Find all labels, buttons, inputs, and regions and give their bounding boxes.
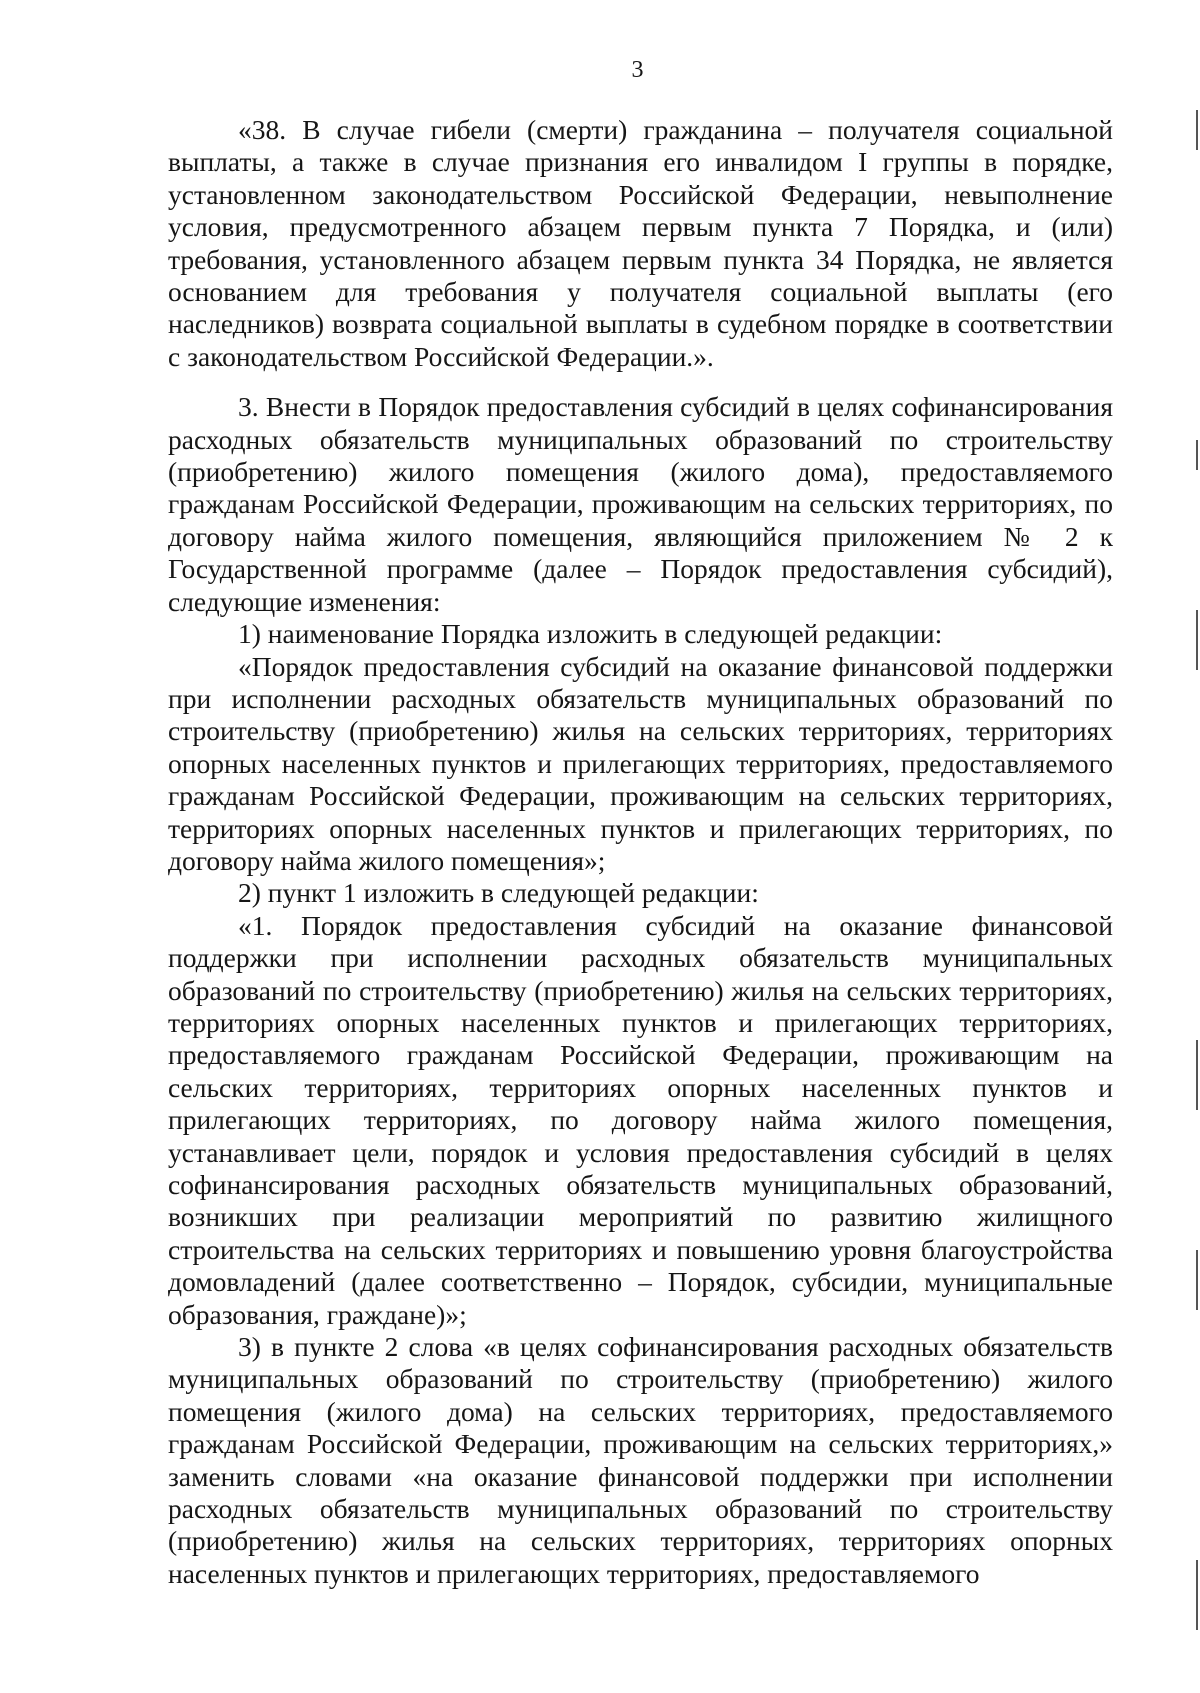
page-number: 3 [631,57,644,83]
scan-edge-mark [1196,610,1198,670]
paragraph-item-38: «38. В случае гибели (смерти) гражданина – получателя социальной выплаты, а также в случае признания его инвалидом I группы в порядке, установленном законодательством Российской Федерации, невыполнение условия, предусмотренного абзацем первым пункта 7 Порядка, и (или) требования, установленного абзацем первым пункта 34 Порядка, не является основанием для требования у получателя социальной выплаты (его наследников) возврата социальной выплаты в судебном порядке в соответствии с законодательством Российской Федерации.». [168,114,1113,372]
scan-edge-mark [1196,1250,1198,1310]
scan-edge-mark [1196,1040,1198,1110]
paragraph-section-3: 3. Внести в Порядок предоставления субсидий в целях софинансирования расходных обязательств муниципальных образований по строительству (приобретению) жилого помещения (жилого дома), предоставляемого гражданам Российской Федерации, проживающим на сельских территориях, по договору найма жилого помещения, являющийся приложением № 2 к Государственной программе (далее – Порядок предоставления субсидий), следующие изменения: [168,391,1113,617]
paragraph-subitem-2: 2) пункт 1 изложить в следующей редакции: [238,877,759,909]
document-body [168,114,1113,1590]
scan-edge-mark [1196,1560,1198,1630]
paragraph-order-title: «Порядок предоставления субсидий на оказание финансовой поддержки при исполнении расходных обязательств муниципальных образований по строительству (приобретению) жилья на сельских территориях, территориях опорных населенных пунктов и прилегающих территориях, предоставляемого гражданам Российской Федерации, проживающим на сельских территориях, территориях опорных населенных пунктов и прилегающих территориях, по договору найма жилого помещения»; [168,650,1113,876]
paragraph-subitem-3: 3) в пункте 2 слова «в целях софинансирования расходных обязательств муниципальных образований по строительству (приобретению) жилого помещения (жилого дома) на сельских территориях, предоставляемого гражданам Российской Федерации, проживающим на сельских территориях,» заменить словами «на оказание финансовой поддержки при исполнении расходных обязательств муниципальных образований по строительству (приобретению) жилья на сельских территориях, территориях опорных населенных пунктов и прилегающих территориях, предоставляемого [168,1331,1113,1589]
scan-edge-mark [1196,440,1198,470]
paragraph-subitem-1: 1) наименование Порядка изложить в следующей редакции: [238,618,943,650]
paragraph-item-1-text: «1. Порядок предоставления субсидий на оказание финансовой поддержки при исполнении расходных обязательств муниципальных образований по строительству (приобретению) жилья на сельских территориях, территориях опорных населенных пунктов и прилегающих территориях, предоставляемого гражданам Российской Федерации, проживающим на сельских территориях, территориях опорных населенных пунктов и прилегающих территориях, по договору найма жилого помещения, устанавливает цели, порядок и условия предоставления субсидий в целях софинансирования расходных обязательств муниципальных образований, возникших при реализации мероприятий по развитию жилищного строительства на сельских территориях и повышению уровня благоустройства домовладений (далее соответственно – Порядок, субсидии, муниципальные образования, граждане)»; [168,909,1113,1330]
scan-edge-mark [1196,110,1198,150]
